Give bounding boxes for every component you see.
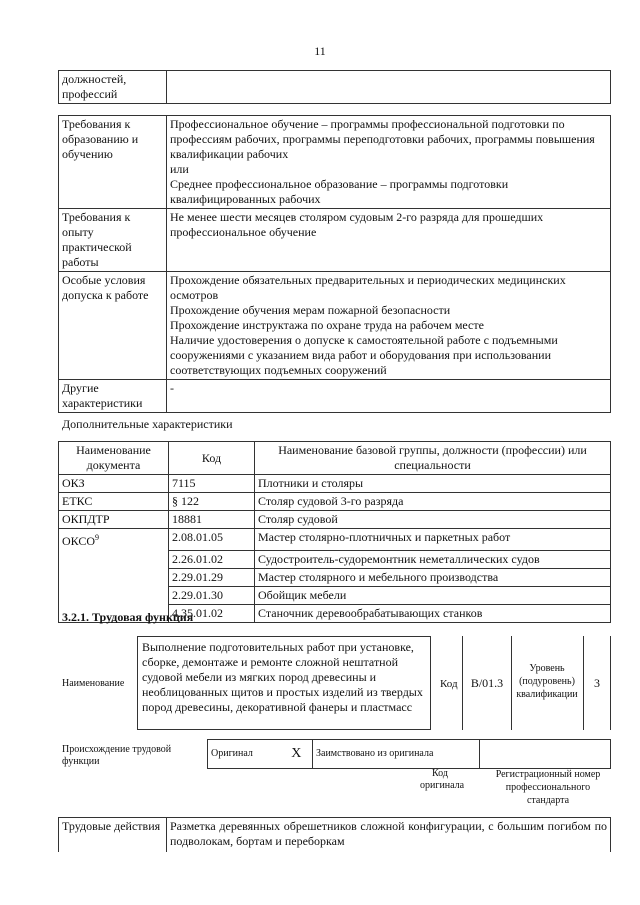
origin-borrowed: Заимствовано из оригинала <box>313 740 480 769</box>
req-label: Требования к опыту практической работы <box>59 209 167 272</box>
origin-table <box>207 739 611 769</box>
function-level-label: Уровень (подуровень) квалификации <box>516 663 578 700</box>
row-name: Столяр судовой 3-го разряда <box>255 493 611 511</box>
row-doc: ОКПДТР <box>59 511 169 529</box>
table-row <box>59 586 611 604</box>
origin-reg-caption: Регистрационный номер профессионального стандарта <box>495 769 601 806</box>
origin-code-caption: Код оригинала <box>420 768 465 791</box>
row-name: Столяр судовой <box>255 511 611 529</box>
table-row <box>59 493 611 511</box>
row-name: Плотники и столяры <box>255 475 611 493</box>
row-doc <box>59 529 169 551</box>
actions-table <box>58 817 611 852</box>
origin-reg-number <box>480 740 611 769</box>
req-value <box>167 209 611 272</box>
row-code: 2.26.01.02 <box>169 550 255 568</box>
req-line: Среднее профессиональное образование – программы подготовки квалифицированных рабочих <box>170 177 509 206</box>
row-code: § 122 <box>169 493 255 511</box>
req-line: Прохождение обязательных предварительных и периодических медицинских осмотров <box>170 273 566 302</box>
req-row-other <box>59 380 611 413</box>
origin-original: Оригинал <box>208 740 281 769</box>
top-table-label: должностей, профессий <box>59 71 167 104</box>
header-code: Код <box>169 442 255 475</box>
function-name-value: Выполнение подготовительных работ при установке, сборке, демонтаже и ремонте сложной нештатной судовой мебели из мягких пород древесины и необлицованных щитов и простых изделий из твердых пород древесины, декоративной фанеры и пластмасс <box>137 636 431 730</box>
table-row <box>59 550 611 568</box>
req-label: Требования к образованию и обучению <box>59 116 167 209</box>
table-row <box>59 475 611 493</box>
table-row <box>59 529 611 551</box>
row-code: 4.35.01.02 <box>169 604 255 622</box>
row-doc-text: ОКСО <box>62 534 96 548</box>
row-doc: ОКЗ <box>59 475 169 493</box>
req-value <box>167 272 611 380</box>
row-code: 2.29.01.30 <box>169 586 255 604</box>
req-label: Другие характеристики <box>59 380 167 413</box>
header-name: Наименование базовой группы, должности (профессии) или специальности <box>255 442 611 475</box>
req-row-education <box>59 116 611 209</box>
row-code: 18881 <box>169 511 255 529</box>
row-name: Мастер столярно-плотничных и паркетных работ <box>255 529 611 551</box>
row-code: 7115 <box>169 475 255 493</box>
row-doc <box>59 586 169 604</box>
row-doc <box>59 550 169 568</box>
row-name: Мастер столярного и мебельного производства <box>255 568 611 586</box>
req-label: Особые условия допуска к работе <box>59 272 167 380</box>
row-name: Обойщик мебели <box>255 586 611 604</box>
req-line: Прохождение обучения мерам пожарной безопасности <box>170 303 451 317</box>
row-doc <box>59 568 169 586</box>
origin-label: Происхождение трудовой функции <box>62 744 172 767</box>
table-row <box>59 568 611 586</box>
table-row <box>59 511 611 529</box>
function-heading: 3.2.1. Трудовая функция <box>62 610 194 624</box>
function-code-label: Код <box>440 678 458 690</box>
row-code: 2.29.01.29 <box>169 568 255 586</box>
footnote-ref: 9 <box>95 533 100 542</box>
additional-header-row <box>59 442 611 475</box>
req-line: - <box>170 381 174 395</box>
req-line: или <box>170 162 189 176</box>
req-value <box>167 116 611 209</box>
req-value <box>167 380 611 413</box>
req-line: Не менее шести месяцев столяром судовым 2-го разряда для прошедших профессиональное обучение <box>170 210 544 239</box>
additional-table <box>58 441 611 623</box>
row-code: 2.08.01.05 <box>169 529 255 551</box>
function-code-value: B/01.3 <box>462 636 512 730</box>
function-level-value: 3 <box>583 636 611 730</box>
req-line: Наличие удостоверения о допуске к самостоятельной работе с подъемными сооружениями с указанием вида работ и оборудования при использовании соответствующих подъемных сооружений <box>170 333 558 377</box>
actions-label: Трудовые действия <box>59 818 167 853</box>
req-line: Прохождение инструктажа по охране труда на рабочем месте <box>170 318 484 332</box>
top-table <box>58 70 611 104</box>
row-name: Судостроитель-судоремонтник неметаллических судов <box>255 550 611 568</box>
requirements-table <box>58 115 611 413</box>
page-number: 11 <box>314 44 326 58</box>
top-table-value <box>167 71 611 104</box>
header-doc: Наименование документа <box>59 442 169 475</box>
row-name: Станочник деревообрабатывающих станков <box>255 604 611 622</box>
req-line: Профессиональное обучение – программы профессиональной подготовки по профессиям рабочих, программы переподготовки рабочих, программы повышения квалификации рабочих <box>170 117 595 161</box>
actions-value: Разметка деревянных обрешетников сложной конфигурации, с большим погибом по подволокам, бортам и переборкам <box>167 818 611 853</box>
row-doc: ЕТКС <box>59 493 169 511</box>
req-row-experience <box>59 209 611 272</box>
origin-mark: X <box>281 740 313 769</box>
function-name-label: Наименование <box>62 678 125 689</box>
additional-title: Дополнительные характеристики <box>62 417 233 431</box>
req-row-conditions <box>59 272 611 380</box>
